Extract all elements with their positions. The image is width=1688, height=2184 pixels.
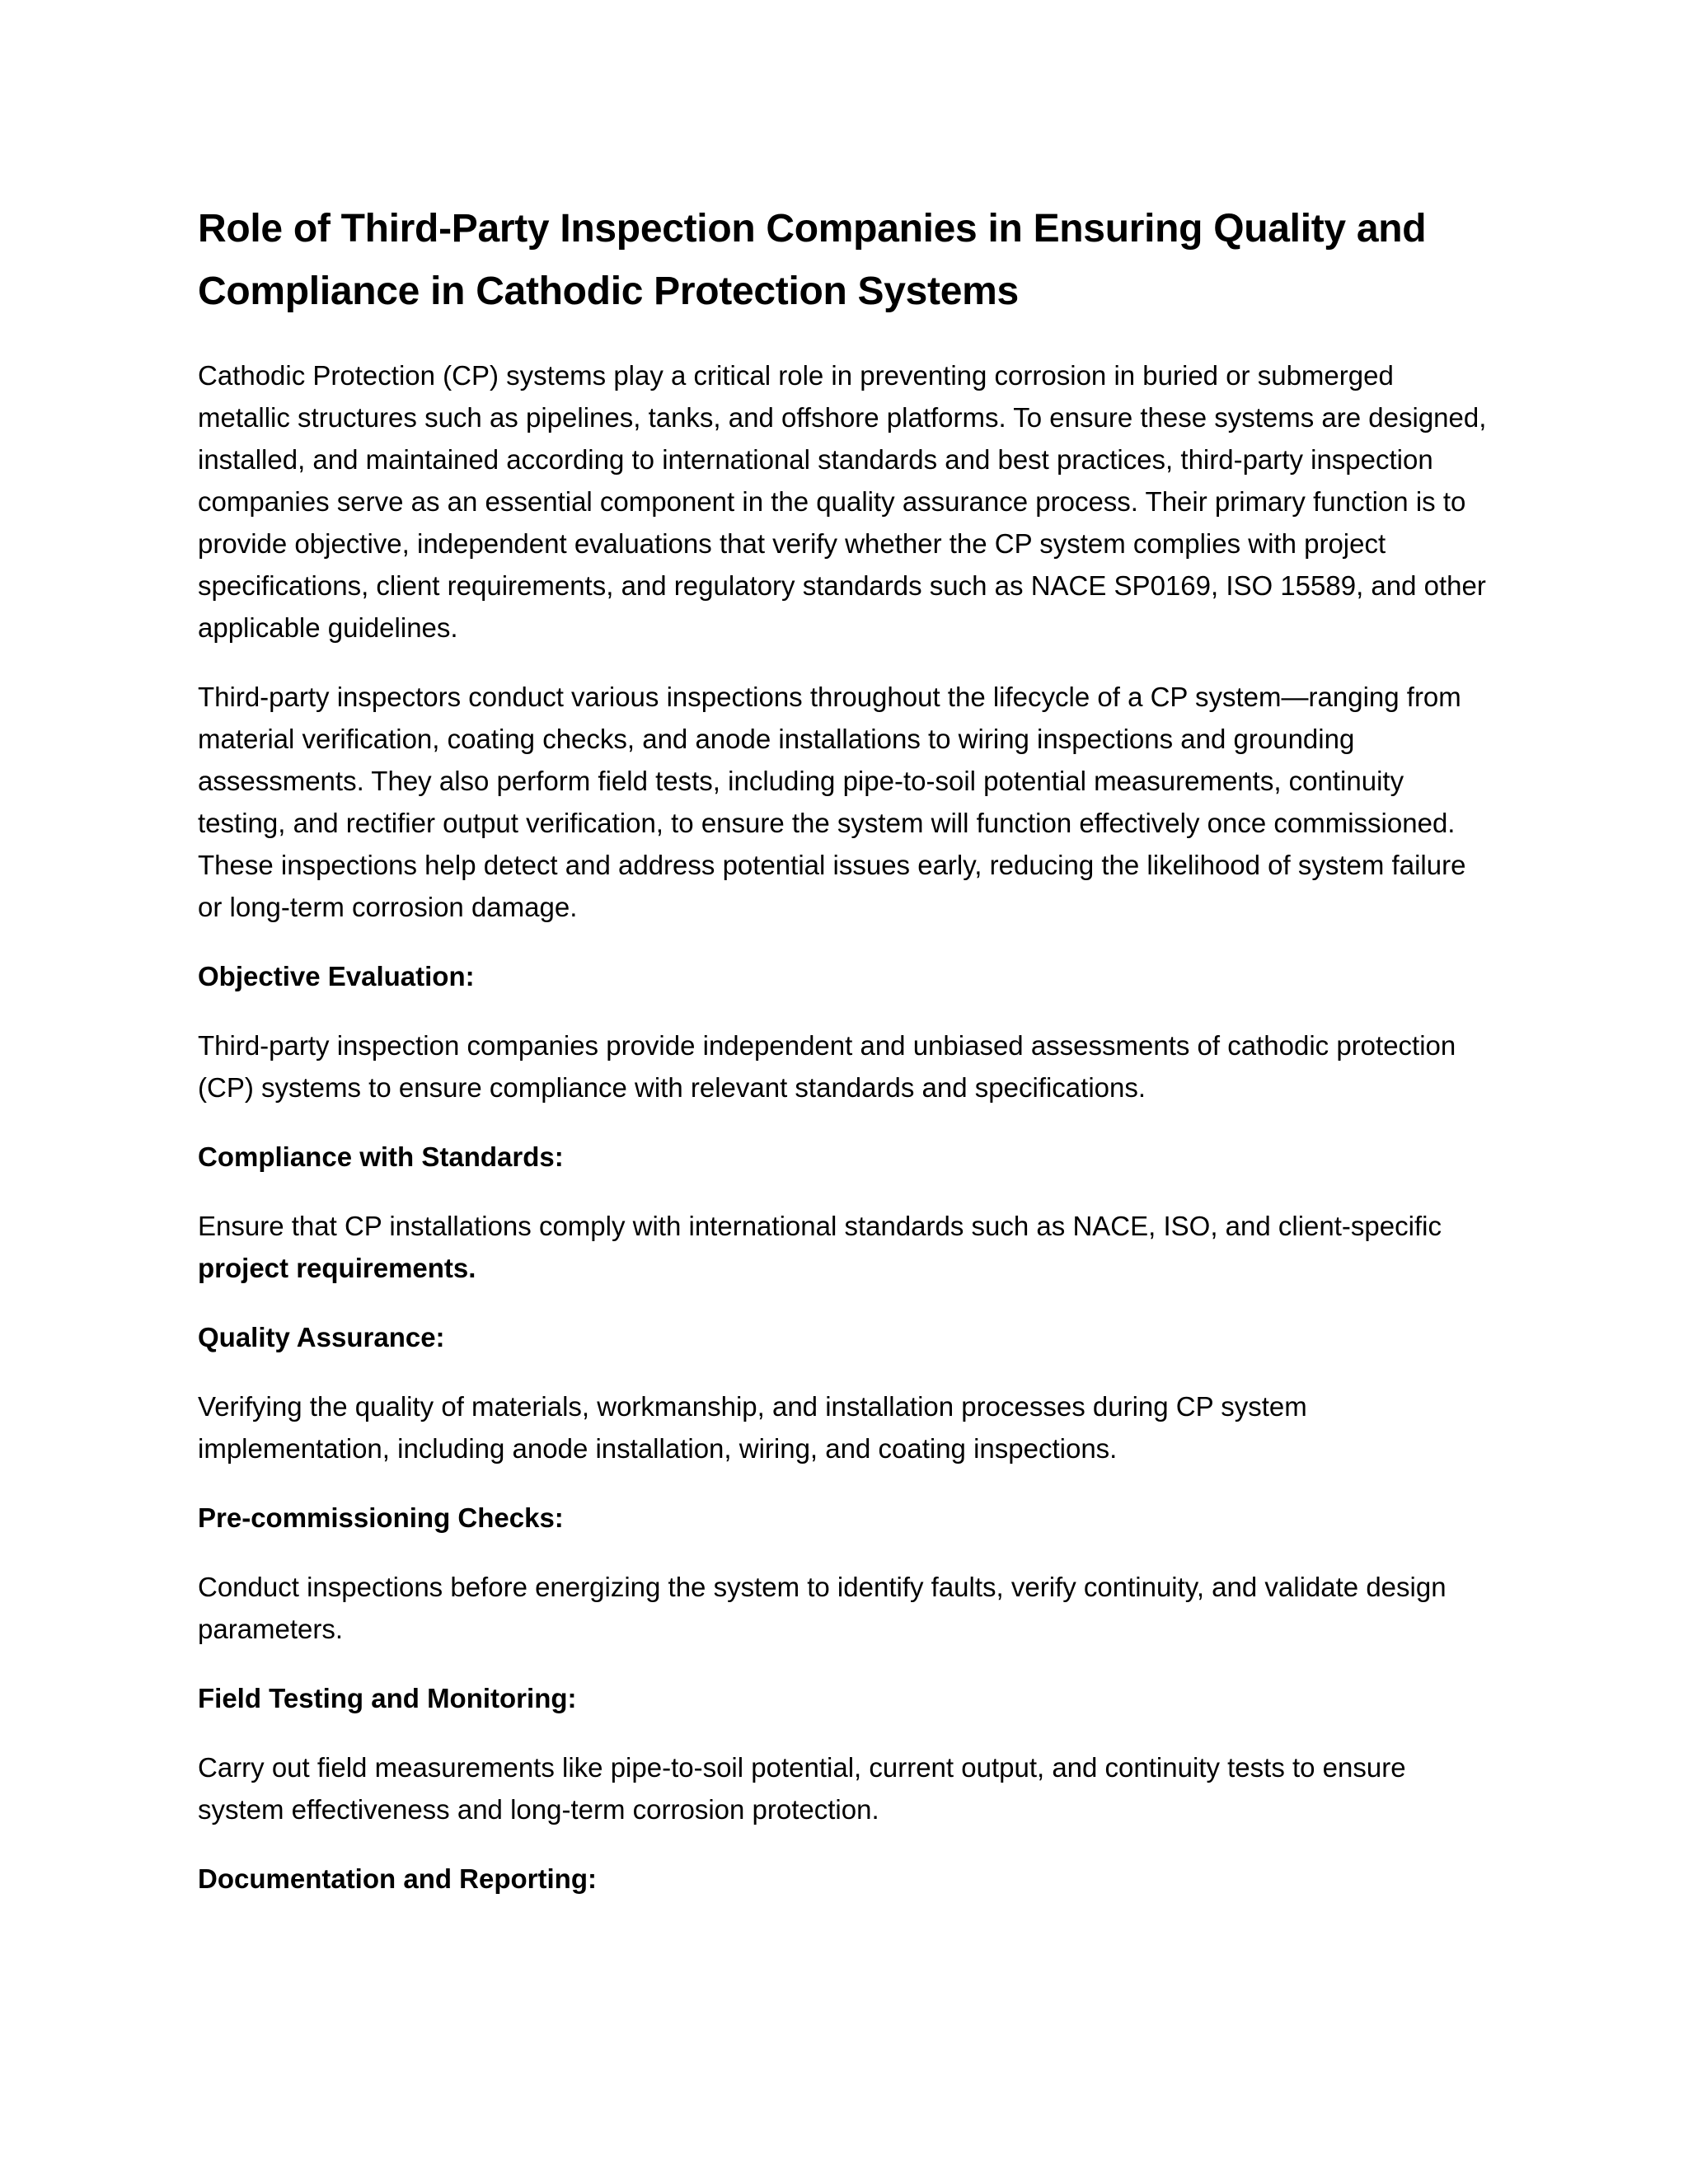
intro-paragraph: Third-party inspectors conduct various inspections throughout the lifecycle of a CP system—ranging from material verification, coating checks, and anode installations to wiring inspections and grounding assessments. They also perform field tests, including pipe-to-soil potential measurements, continuity testing, and rectifier output verification, to ensure the system will function effectively once commissioned. These inspections help detect and address potential issues early, reducing the likelihood of system failure or long-term corrosion damage. (198, 682, 1466, 922)
section-heading-documentation-reporting: Documentation and Reporting: (198, 1863, 597, 1894)
section-body-field-testing: Carry out field measurements like pipe-to-soil potential, current output, and continuity tests to ensure system effectiveness and long-term corrosion protection. (198, 1752, 1406, 1825)
document-title: Role of Third-Party Inspection Companies in Ensuring Quality and Compliance in Cathodic Protection Systems (198, 207, 1427, 313)
document-page (198, 198, 1492, 1927)
section-body-objective-evaluation: Third-party inspection companies provide independent and unbiased assessments of cathodic protection (CP) systems to ensure compliance with relevant standards and specifications. (198, 1030, 1456, 1103)
section-heading-quality-assurance: Quality Assurance: (198, 1322, 445, 1352)
section-body-pre-commissioning-checks: Conduct inspections before energizing the system to identify faults, verify continuity, and validate design parameters. (198, 1572, 1447, 1644)
section-body-bold-text: project requirements. (198, 1253, 476, 1283)
section-heading-objective-evaluation: Objective Evaluation: (198, 961, 475, 991)
section-heading-pre-commissioning-checks: Pre-commissioning Checks: (198, 1502, 564, 1533)
intro-paragraph: Cathodic Protection (CP) systems play a critical role in preventing corrosion in buried or submerged metallic structures such as pipelines, tanks, and offshore platforms. To ensure these systems are designed, installed, and maintained according to international standards and best practices, third-party inspection companies serve as an essential component in the quality assurance process. Their primary function is to provide objective, independent evaluations that verify whether the CP system complies with project specifications, client requirements, and regulatory standards such as NACE SP0169, ISO 15589, and other applicable guidelines. (198, 360, 1487, 643)
section-heading-compliance-with-standards: Compliance with Standards: (198, 1141, 564, 1172)
section-heading-field-testing: Field Testing and Monitoring: (198, 1683, 577, 1713)
section-body-text: Ensure that CP installations comply with international standards such as NACE, ISO, and client-specific (198, 1211, 1442, 1241)
section-body-compliance-with-standards (198, 1205, 1492, 1289)
section-body-quality-assurance: Verifying the quality of materials, workmanship, and installation processes during CP system implementation, including anode installation, wiring, and coating inspections. (198, 1391, 1307, 1464)
